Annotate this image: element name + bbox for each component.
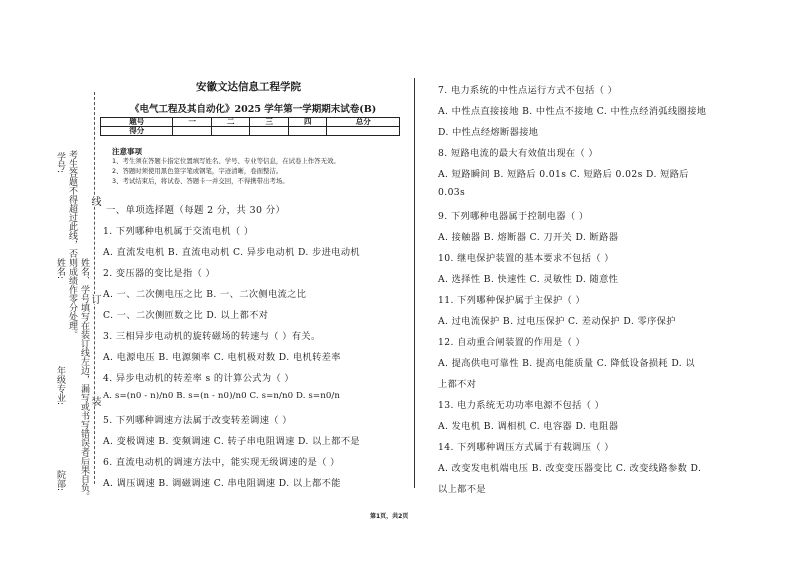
score-cell (211, 127, 250, 136)
answer-options: A. 改变发电机端电压 B. 改变变压器变比 C. 改变线路参数 D. (438, 463, 702, 474)
note-item: 3、考试结束后，将试卷、答题卡一并交回，不得携带出考场。 (112, 177, 289, 185)
question-line: 10. 继电保护装置的基本要求不包括（ ） (438, 253, 614, 264)
score-header-total: 总分 (327, 118, 400, 127)
score-cell (327, 127, 400, 136)
question-line: 1. 下列哪种电机属于交流电机（ ） (103, 226, 254, 237)
answer-options: D. 中性点经熔断器接地 (438, 127, 539, 138)
seal-char-bind: 装 (89, 396, 100, 406)
binding-notice-1: 考生答题不得超过此线，否则成绩作零分处理。 (67, 150, 77, 339)
score-cell (250, 127, 289, 136)
question-line: 4. 异步电动机的转差率 s 的计算公式为（ ） (103, 373, 294, 384)
score-header-qno: 题号 (101, 118, 173, 127)
exam-title: 《电气工程及其自动化》2025 学年第一学期期末试卷(B) (130, 104, 377, 115)
answer-options: A. 电源电压 B. 电源频率 C. 电机极对数 D. 电机转差率 (103, 352, 341, 363)
note-item: 2、答题时须使用黑色签字笔或钢笔，字迹清晰，卷面整洁。 (112, 167, 283, 175)
answer-options: A. 提高供电可靠性 B. 提高电能质量 C. 降低设备损耗 D. 以 (438, 358, 696, 369)
seal-char-order: 订 (89, 294, 100, 304)
answer-options: C. 一、二次侧匝数之比 D. 以上都不对 (103, 310, 269, 321)
note-item: 1、考生须在答题卡指定位置填写姓名、学号、专业等信息，在试卷上作答无效。 (112, 157, 340, 165)
score-cell (173, 127, 212, 136)
score-header-2: 二 (211, 118, 250, 127)
question-line: 3. 三相异步电动机的旋转磁场的转速与（ ）有关。 (103, 331, 321, 342)
student-id-label: 学号: (55, 152, 65, 174)
answer-options: A. 发电机 B. 调相机 C. 电容器 D. 电阻器 (438, 421, 619, 432)
answer-options: A. 接触器 B. 熔断器 C. 刀开关 D. 断路器 (438, 232, 619, 243)
answer-options: 0.03s (438, 187, 466, 198)
answer-options: A. 选择性 B. 快速性 C. 灵敏性 D. 随意性 (438, 274, 619, 285)
page-footer: 第1页，共2页 (370, 513, 409, 520)
answer-options: A. 调压调速 B. 调磁调速 C. 串电阻调速 D. 以上都不能 (103, 478, 341, 489)
score-row-label: 得分 (101, 127, 173, 136)
answer-options: A. 直流发电机 B. 直流电动机 C. 异步电动机 D. 步进电动机 (103, 247, 361, 258)
answer-options: 以上都不是 (438, 484, 486, 495)
binding-dashed-line (94, 92, 95, 484)
name-label: 姓名: (55, 258, 65, 280)
college-label: 院部: (55, 470, 65, 492)
question-line: 13. 电力系统无功功率电源不包括（ ） (438, 400, 605, 411)
answer-options: A. 过电流保护 B. 过电压保护 C. 差动保护 D. 零序保护 (438, 316, 676, 327)
question-line: 11. 下列哪种保护属于主保护（ ） (438, 295, 586, 306)
score-header-3: 三 (250, 118, 289, 127)
question-line: 7. 电力系统的中性点运行方式不包括（ ） (438, 85, 618, 96)
question-line: 6. 直流电动机的调速方法中，能实现无级调速的是（ ） (103, 457, 340, 468)
major-label: 年级专业: (55, 366, 65, 406)
section-heading: 一、单项选择题（每题 2 分，共 30 分） (106, 205, 286, 216)
score-header-4: 四 (288, 118, 327, 127)
answer-options: A. 一、二次侧电压之比 B. 一、二次侧电流之比 (103, 289, 307, 300)
answer-options: A. 变极调速 B. 变频调速 C. 转子串电阻调速 D. 以上都不是 (103, 436, 361, 447)
answer-options: A. 中性点直接接地 B. 中性点不接地 C. 中性点经消弧线圈接地 (438, 106, 707, 117)
binding-notice-2: 姓名、学号填写在装订线左边，漏写或书写错误者后果自负。 (79, 258, 89, 501)
question-line: 8. 短路电流的最大有效值出现在（ ） (438, 148, 599, 159)
notes-list (112, 156, 340, 186)
question-line: 5. 下列哪种调速方法属于改变转差调速（ ） (103, 415, 292, 426)
score-header-1: 一 (173, 118, 212, 127)
question-line: 9. 下列哪种电器属于控制电器（ ） (438, 211, 589, 222)
question-line: 14. 下列哪种调压方式属于有载调压（ ） (438, 442, 614, 453)
score-cell (288, 127, 327, 136)
answer-options: A. 短路瞬间 B. 短路后 0.01s C. 短路后 0.02s D. 短路后 (438, 169, 689, 180)
score-table-score-row (101, 127, 400, 136)
answer-options: 上都不对 (438, 379, 477, 390)
answer-options: A. s=(n0 - n)/n0 B. s=(n - n0)/n0 C. s=n/n0 D. s=n0/n (103, 391, 341, 401)
column-divider (414, 78, 415, 488)
question-line: 12. 自动重合闸装置的作用是（ ） (438, 337, 586, 348)
school-name: 安徽文达信息工程学院 (196, 81, 301, 93)
question-line: 2. 变压器的变比是指（ ） (103, 268, 216, 279)
score-table (100, 117, 400, 136)
score-table-header-row (101, 118, 400, 127)
seal-char-line: 线 (89, 196, 100, 206)
notes-title: 注意事项 (112, 147, 142, 156)
